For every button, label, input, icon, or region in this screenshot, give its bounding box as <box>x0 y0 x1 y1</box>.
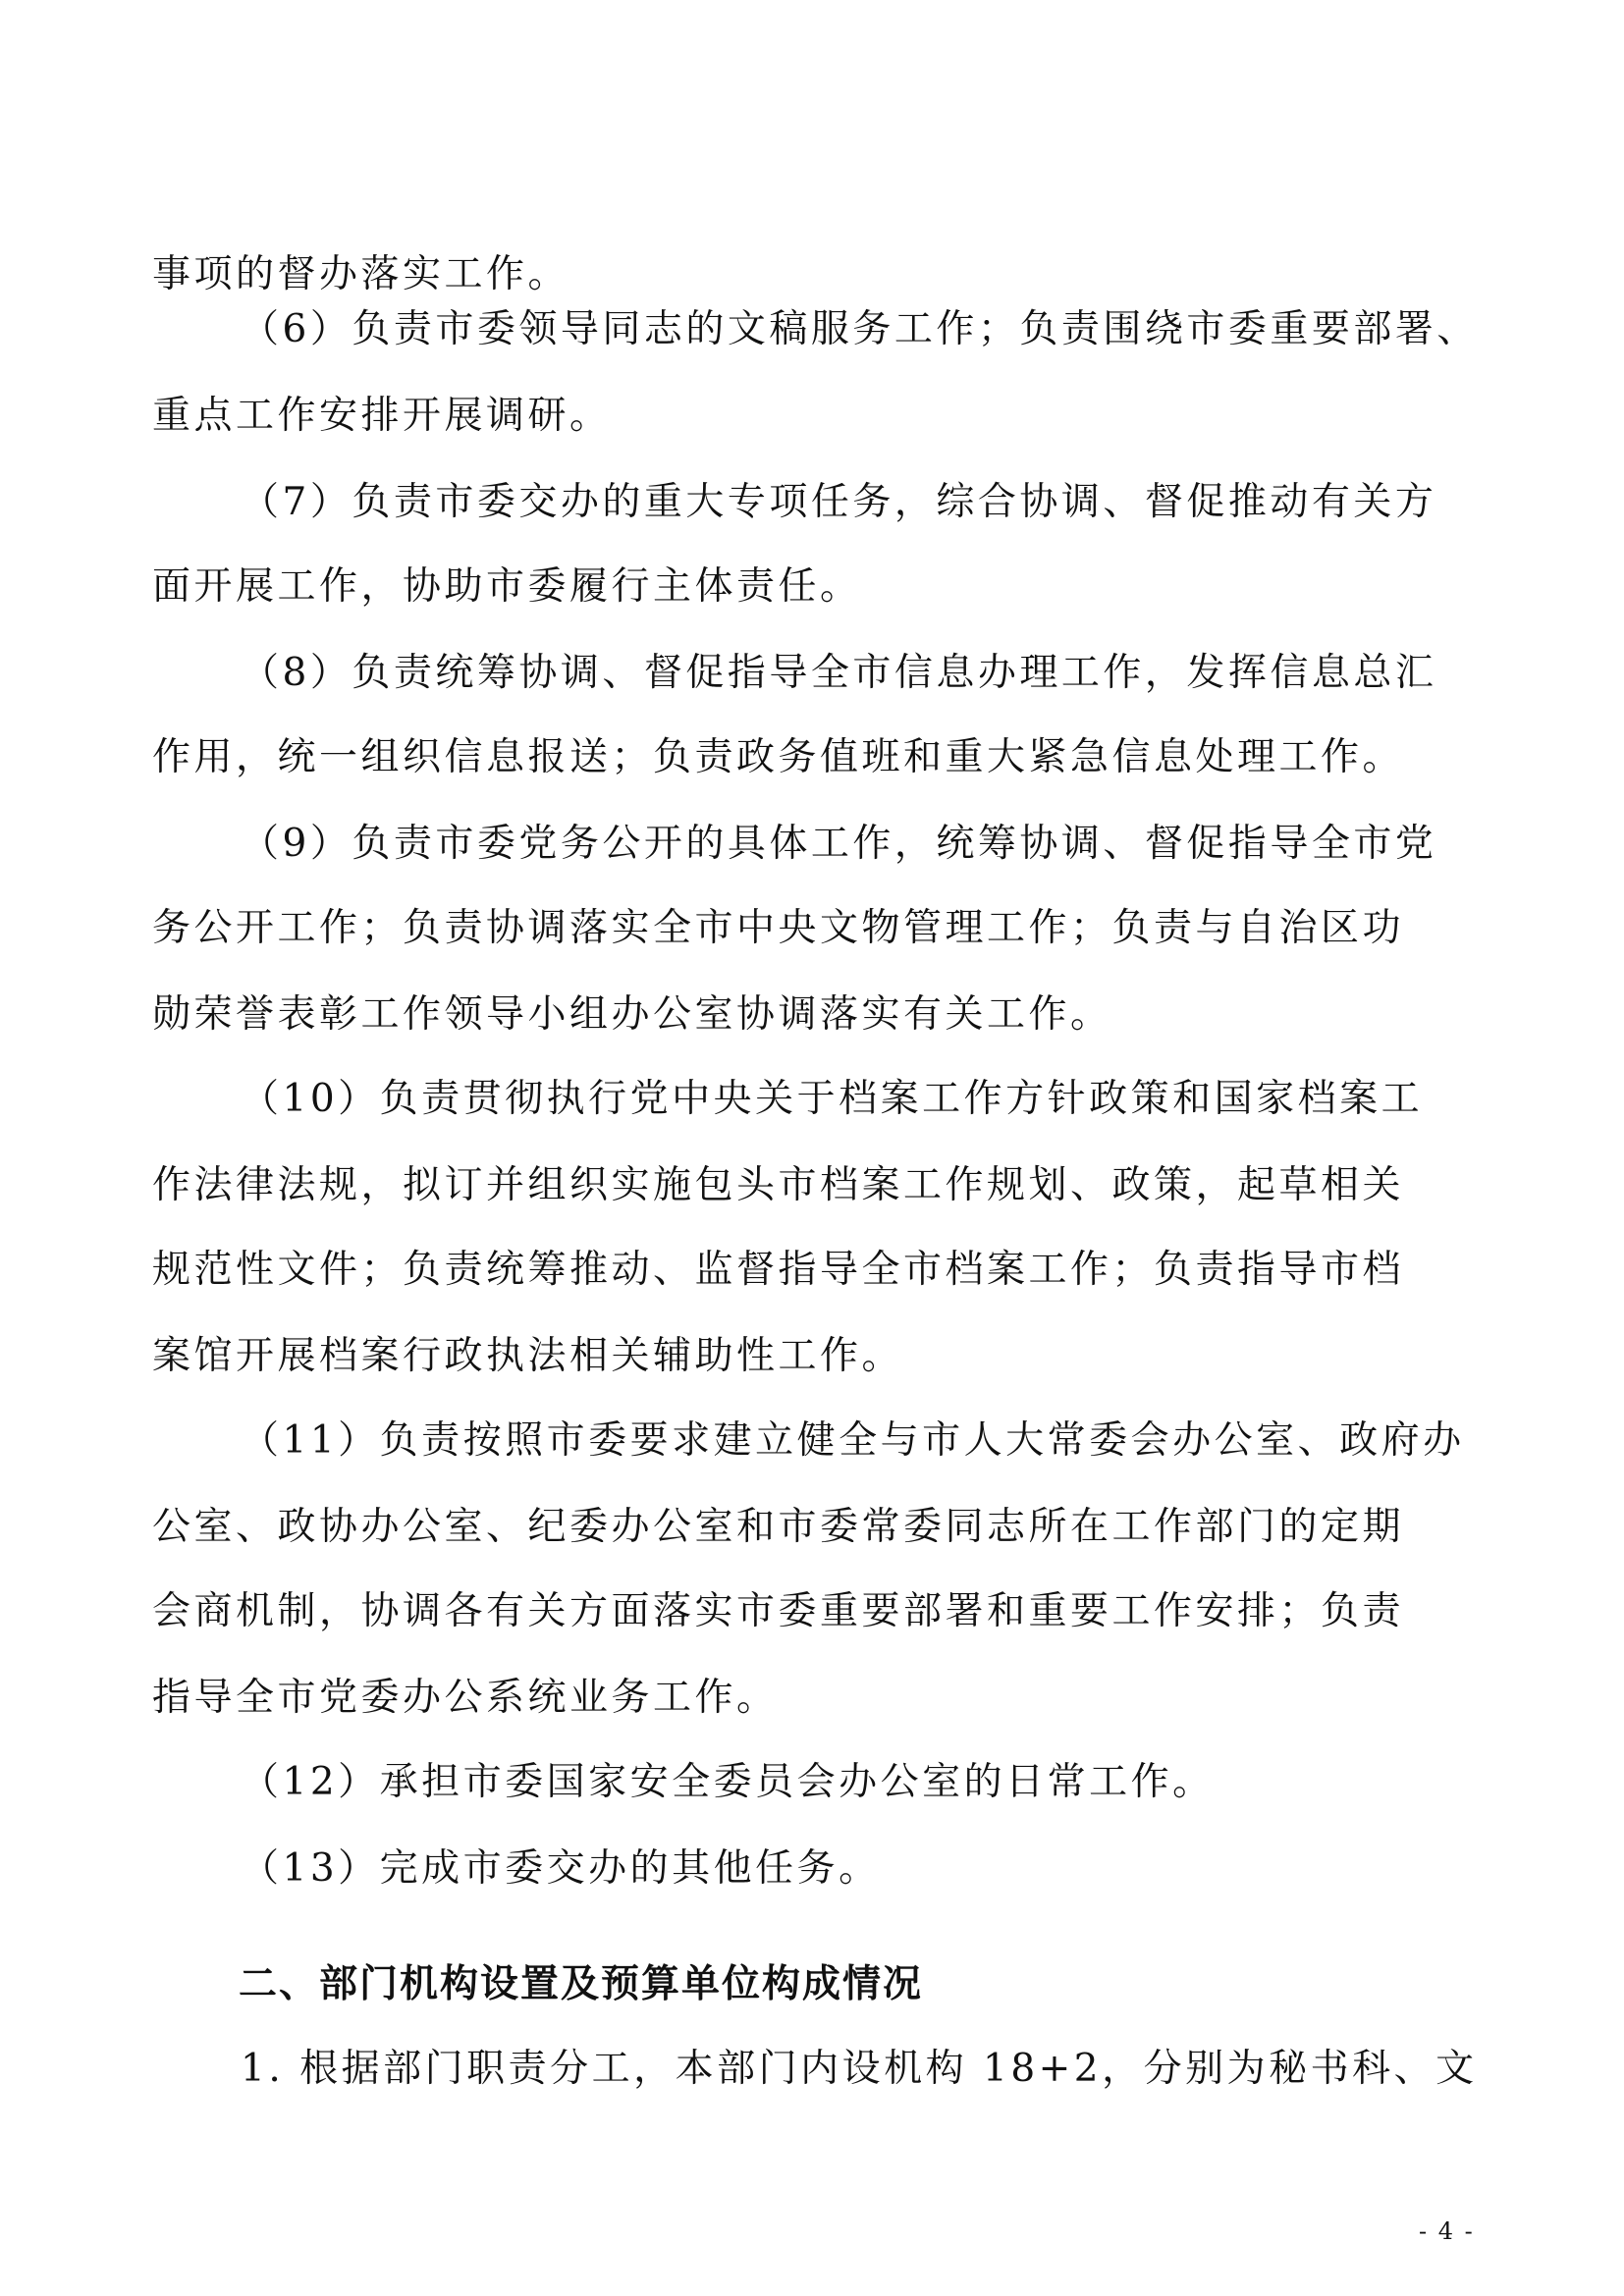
text-line-6: （8）负责统筹协调、督促指导全市信息办理工作，发挥信息总汇 <box>241 651 1437 695</box>
text-line-18: 指导全市党委办公系统业务工作。 <box>152 1676 779 1720</box>
text-line-14: 案馆开展档案行政执法相关辅助性工作。 <box>152 1334 904 1378</box>
text-line-8: （9）负责市委党务公开的具体工作，统筹协调、督促指导全市党 <box>241 822 1437 866</box>
text-line-5: 面开展工作，协助市委履行主体责任。 <box>152 564 862 609</box>
text-line-7: 作用，统一组织信息报送；负责政务值班和重大紧急信息处理工作。 <box>152 735 1405 779</box>
text-line-4: （7）负责市委交办的重大专项任务，综合协调、督促推动有关方 <box>241 480 1437 524</box>
text-line-22: 1. 根据部门职责分工，本部门内设机构 18+2，分别为秘书科、文 <box>241 2047 1478 2091</box>
text-line-19: （12）承担市委国家安全委员会办公室的日常工作。 <box>241 1760 1215 1804</box>
text-line-11: （10）负责贯彻执行党中央关于档案工作方针政策和国家档案工 <box>241 1077 1424 1121</box>
text-line-12: 作法律法规，拟订并组织实施包头市档案工作规划、政策，起草相关 <box>152 1163 1405 1207</box>
text-line-9: 务公开工作；负责协调落实全市中央文物管理工作；负责与自治区功 <box>152 906 1405 950</box>
text-line-13: 规范性文件；负责统筹推动、监督指导全市档案工作；负责指导市档 <box>152 1248 1405 1292</box>
page-number: - 4 - <box>1419 2217 1475 2245</box>
text-line-20: （13）完成市委交办的其他任务。 <box>241 1846 881 1891</box>
text-line-17: 会商机制，协调各有关方面落实市委重要部署和重要工作安排；负责 <box>152 1589 1405 1633</box>
section-heading: 二、部门机构设置及预算单位构成情况 <box>239 1962 924 2006</box>
text-line-1: 事项的督办落实工作。 <box>152 252 570 296</box>
text-line-2: （6）负责市委领导同志的文稿服务工作；负责围绕市委重要部署、 <box>241 307 1479 351</box>
text-line-16: 公室、政协办公室、纪委办公室和市委常委同志所在工作部门的定期 <box>152 1505 1405 1549</box>
text-line-3: 重点工作安排开展调研。 <box>152 394 612 438</box>
text-line-15: （11）负责按照市委要求建立健全与市人大常委会办公室、政府办 <box>241 1418 1465 1463</box>
text-line-10: 勋荣誉表彰工作领导小组办公室协调落实有关工作。 <box>152 992 1112 1037</box>
